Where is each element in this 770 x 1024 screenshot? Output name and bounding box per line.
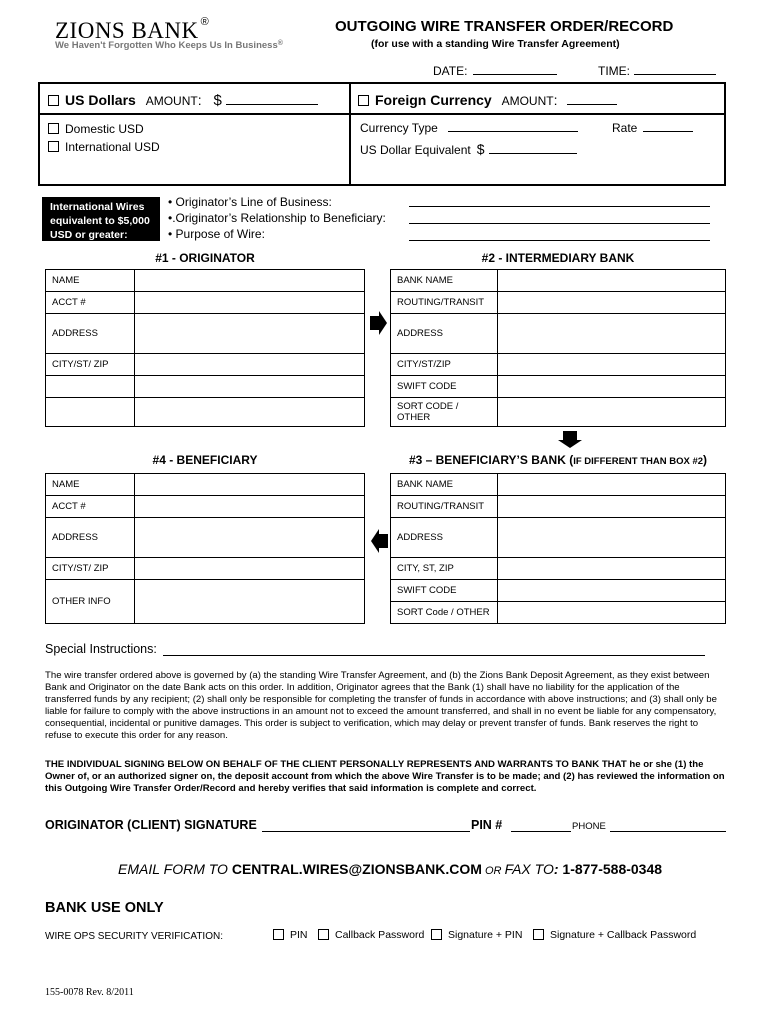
us-dollars-checkbox[interactable] xyxy=(48,95,59,106)
beneficiary-bank-swift-input[interactable] xyxy=(498,580,726,602)
pin-field[interactable]: PIN # xyxy=(471,818,503,832)
foreign-currency-checkbox[interactable] xyxy=(358,95,369,106)
beneficiary-bank-city-input[interactable] xyxy=(498,558,726,580)
international-usd-checkbox[interactable] xyxy=(48,141,59,152)
foreign-currency-option[interactable]: Foreign Currency AMOUNT: xyxy=(358,92,617,108)
originator-table xyxy=(45,269,365,427)
intermediary-swift-input[interactable] xyxy=(498,376,726,398)
verification-label: WIRE OPS SECURITY VERIFICATION: xyxy=(45,931,223,942)
intermediary-address-input[interactable] xyxy=(498,314,726,354)
verify-pin-option[interactable]: PIN xyxy=(273,929,308,941)
beneficiary-acct-label: ACCT # xyxy=(46,496,135,518)
intermediary-table xyxy=(390,269,726,427)
bank-use-title: BANK USE ONLY xyxy=(45,900,164,916)
originator-address-input[interactable] xyxy=(135,314,365,354)
tagline: We Haven't Forgotten Who Keeps Us In Business® xyxy=(55,40,283,51)
beneficiary-bank-table xyxy=(390,473,726,624)
domestic-usd-option[interactable]: Domestic USD xyxy=(48,122,144,136)
beneficiary-other-label: OTHER INFO xyxy=(46,580,135,624)
originator-name-label: NAME xyxy=(46,270,135,292)
intermediary-city-label: CITY/ST/ZIP xyxy=(391,354,498,376)
us-dollars-option[interactable]: US Dollars AMOUNT: $ xyxy=(48,92,318,109)
intermediary-bank-name-label: BANK NAME xyxy=(391,270,498,292)
beneficiary-bank-routing-label: ROUTING/TRANSIT xyxy=(391,496,498,518)
beneficiary-name-input[interactable] xyxy=(135,474,365,496)
intermediary-routing-input[interactable] xyxy=(498,292,726,314)
beneficiary-box-title: #4 - BENEFICIARY xyxy=(152,453,258,467)
beneficiary-other-input[interactable] xyxy=(135,580,365,624)
verify-signature-callback-checkbox[interactable] xyxy=(533,929,544,940)
domestic-usd-checkbox[interactable] xyxy=(48,123,59,134)
beneficiary-bank-sort-input[interactable] xyxy=(498,602,726,624)
beneficiary-bank-routing-input[interactable] xyxy=(498,496,726,518)
beneficiary-bank-address-label: ADDRESS xyxy=(391,518,498,558)
international-notice: International Wires equivalent to $5,000 USD or greater: xyxy=(42,197,160,241)
relationship-field[interactable]: •.Originator’s Relationship to Beneficiary: xyxy=(168,211,386,225)
originator-acct-input[interactable] xyxy=(135,292,365,314)
beneficiary-acct-input[interactable] xyxy=(135,496,365,518)
intermediary-swift-label: SWIFT CODE xyxy=(391,376,498,398)
date-field[interactable]: DATE: xyxy=(433,64,557,78)
verify-signature-pin-checkbox[interactable] xyxy=(431,929,442,940)
line-of-business-field[interactable]: • Originator’s Line of Business: xyxy=(168,195,332,209)
originator-city-label: CITY/ST/ ZIP xyxy=(46,354,135,376)
usd-equivalent-field[interactable]: US Dollar Equivalent $ xyxy=(360,141,577,157)
originator-acct-label: ACCT # xyxy=(46,292,135,314)
fax-number: 1-877-588-0348 xyxy=(558,861,663,877)
originator-city-input[interactable] xyxy=(135,354,365,376)
intermediary-sort-input[interactable] xyxy=(498,398,726,427)
registered-mark-icon: ® xyxy=(200,16,209,28)
originator-extra-input-2[interactable] xyxy=(135,398,365,427)
intermediary-routing-label: ROUTING/TRANSIT xyxy=(391,292,498,314)
intermediary-sort-label: SORT CODE / OTHER xyxy=(391,398,498,427)
beneficiary-bank-sort-label: SORT Code / OTHER xyxy=(391,602,498,624)
special-instructions-field[interactable]: Special Instructions: xyxy=(45,642,157,656)
originator-box-title: #1 - ORIGINATOR xyxy=(155,251,255,265)
verify-callback-checkbox[interactable] xyxy=(318,929,329,940)
verify-signature-pin-option[interactable]: Signature + PIN xyxy=(431,929,522,941)
purpose-field[interactable]: • Purpose of Wire: xyxy=(168,227,265,241)
originator-name-input[interactable] xyxy=(135,270,365,292)
form-title: OUTGOING WIRE TRANSFER ORDER/RECORD xyxy=(335,18,674,35)
logo-text: ZIONS BANK xyxy=(55,18,199,43)
beneficiary-bank-name-input[interactable] xyxy=(498,474,726,496)
arrow-right-icon xyxy=(370,310,388,336)
beneficiary-bank-box-title: #3 – BENEFICIARY’S BANK (IF DIFFERENT THAN BOX #2) xyxy=(408,453,708,467)
verify-callback-option[interactable]: Callback Password xyxy=(318,929,424,941)
intermediary-city-input[interactable] xyxy=(498,354,726,376)
verify-pin-checkbox[interactable] xyxy=(273,929,284,940)
intermediary-address-label: ADDRESS xyxy=(391,314,498,354)
arrow-down-icon xyxy=(557,431,583,449)
beneficiary-bank-address-input[interactable] xyxy=(498,518,726,558)
currency-type-field[interactable]: Currency Type xyxy=(360,121,578,135)
signature-field[interactable]: ORIGINATOR (CLIENT) SIGNATURE xyxy=(45,818,257,832)
beneficiary-bank-city-label: CITY, ST, ZIP xyxy=(391,558,498,580)
originator-extra-input-1[interactable] xyxy=(135,376,365,398)
beneficiary-city-input[interactable] xyxy=(135,558,365,580)
email-link[interactable]: CENTRAL.WIRES@ZIONSBANK.COM xyxy=(231,861,482,877)
legal-paragraph: The wire transfer ordered above is governed by (a) the standing Wire Transfer Agreement, and (b) the Zions Bank Deposit Agreement, as they exist between Bank and Originator on the date Bank acts on this order. In addition, Originator agrees that the Bank (1) shall have no liability for the application of the transferred funds by any recipient; (2) shall only be responsible for completing the transfer of funds in accordance with above instructions; and (3) shall only be liable for failure to comply with the above instructions in an amount not to exceed the amount transferred, and shall in no event be liable for any compensatory, consequential, incidental or punitive damages. This order is subject to verification, which may delay or prevent transfer of funds. Bank reserves the right to refuse to execute this order for any reason. xyxy=(45,670,717,741)
beneficiary-name-label: NAME xyxy=(46,474,135,496)
verify-signature-callback-option[interactable]: Signature + Callback Password xyxy=(533,929,696,941)
form-number: 155-0078 Rev. 8/2011 xyxy=(45,987,134,998)
warranty-paragraph: THE INDIVIDUAL SIGNING BELOW ON BEHALF OF THE CLIENT PERSONALLY REPRESENTS AND WARRANTS TO BANK THAT he or she (1) the Owner of, or an authorized signer on, the deposit account from which the above Wire Transfer is to be made; and (2) has reviewed the information on this Outgoing Wire Transfer Order/Record and hereby verifies that said information is complete and correct. xyxy=(45,759,725,794)
intermediary-box-title: #2 - INTERMEDIARY BANK xyxy=(481,251,635,265)
international-usd-option[interactable]: International USD xyxy=(48,140,160,154)
email-fax-line: EMAIL FORM TO CENTRAL.WIRES@ZIONSBANK.COM OR FAX TO: 1-877-588-0348 xyxy=(118,861,663,877)
beneficiary-city-label: CITY/ST/ ZIP xyxy=(46,558,135,580)
beneficiary-address-input[interactable] xyxy=(135,518,365,558)
phone-field[interactable]: PHONE xyxy=(572,821,606,832)
intermediary-bank-name-input[interactable] xyxy=(498,270,726,292)
rate-field[interactable]: Rate xyxy=(612,121,693,135)
originator-address-label: ADDRESS xyxy=(46,314,135,354)
originator-extra-label-2 xyxy=(46,398,135,427)
time-field[interactable]: TIME: xyxy=(598,64,716,78)
arrow-left-icon xyxy=(370,528,388,554)
originator-extra-label-1 xyxy=(46,376,135,398)
beneficiary-bank-swift-label: SWIFT CODE xyxy=(391,580,498,602)
beneficiary-table xyxy=(45,473,365,624)
beneficiary-address-label: ADDRESS xyxy=(46,518,135,558)
form-subtitle: (for use with a standing Wire Transfer Agreement) xyxy=(371,38,620,50)
beneficiary-bank-name-label: BANK NAME xyxy=(391,474,498,496)
